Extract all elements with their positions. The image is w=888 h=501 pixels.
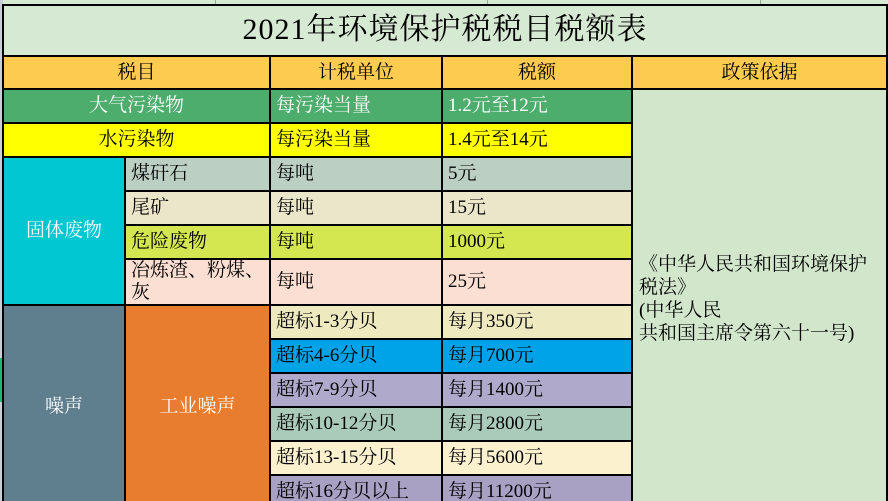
cell-tailings-unit[interactable]: 每吨 — [270, 191, 442, 225]
policy-line-1: 《中华人民共和国环境保护税法》 — [639, 253, 868, 298]
cell-db1-3-name[interactable]: 超标1-3分贝 — [270, 305, 442, 339]
cell-hazardous-unit[interactable]: 每吨 — [270, 225, 442, 259]
cell-db13-15-amount[interactable]: 每月5600元 — [442, 441, 632, 475]
cell-water-unit[interactable]: 每污染当量 — [270, 123, 442, 157]
header-tax-item[interactable]: 税目 — [3, 56, 270, 89]
cell-db4-6-name[interactable]: 超标4-6分贝 — [270, 339, 442, 373]
cell-coal-gangue-unit[interactable]: 每吨 — [270, 157, 442, 191]
cell-db1-3-amount[interactable]: 每月350元 — [442, 305, 632, 339]
table-header-row — [3, 56, 887, 89]
cell-slag-name[interactable]: 冶炼渣、粉煤、灰 — [125, 259, 270, 305]
cell-db13-15-name[interactable]: 超标13-15分贝 — [270, 441, 442, 475]
cell-air-name[interactable]: 大气污染物 — [3, 89, 270, 123]
policy-line-2: (中华人民 — [639, 299, 722, 321]
table-title-row — [3, 5, 887, 56]
cell-tailings-name[interactable]: 尾矿 — [125, 191, 270, 225]
header-tax-unit[interactable]: 计税单位 — [270, 56, 442, 89]
table-title-cell[interactable]: 2021年环境保护税税目税额表 — [3, 5, 887, 56]
cell-hazardous-amount[interactable]: 1000元 — [442, 225, 632, 259]
cell-water-name[interactable]: 水污染物 — [3, 123, 270, 157]
cell-policy-basis[interactable] — [632, 89, 887, 501]
cell-coal-gangue-name[interactable]: 煤矸石 — [125, 157, 270, 191]
cell-db16-amount[interactable]: 每月11200元 — [442, 475, 632, 501]
cell-tailings-amount[interactable]: 15元 — [442, 191, 632, 225]
cell-slag-amount[interactable]: 25元 — [442, 259, 632, 305]
cell-db7-9-amount[interactable]: 每月1400元 — [442, 373, 632, 407]
cell-db10-12-amount[interactable]: 每月2800元 — [442, 407, 632, 441]
cell-db7-9-name[interactable]: 超标7-9分贝 — [270, 373, 442, 407]
row-air-pollutants — [3, 89, 887, 123]
header-policy-basis[interactable]: 政策依据 — [632, 56, 887, 89]
cell-industrial-noise[interactable]: 工业噪声 — [125, 305, 270, 501]
cell-hazardous-name[interactable]: 危险废物 — [125, 225, 270, 259]
cell-coal-gangue-amount[interactable]: 5元 — [442, 157, 632, 191]
cell-db4-6-amount[interactable]: 每月700元 — [442, 339, 632, 373]
cell-air-unit[interactable]: 每污染当量 — [270, 89, 442, 123]
policy-line-3: 共和国主席令第六十一号) — [639, 322, 855, 344]
cell-db16-name[interactable]: 超标16分贝以上 — [270, 475, 442, 501]
cell-air-amount[interactable]: 1.2元至12元 — [442, 89, 632, 123]
tax-rate-table — [2, 4, 888, 501]
cell-water-amount[interactable]: 1.4元至14元 — [442, 123, 632, 157]
cell-db10-12-name[interactable]: 超标10-12分贝 — [270, 407, 442, 441]
cell-slag-unit[interactable]: 每吨 — [270, 259, 442, 305]
cell-noise-group[interactable]: 噪声 — [3, 305, 125, 501]
cell-solid-waste-group[interactable]: 固体废物 — [3, 157, 125, 305]
header-tax-amount[interactable]: 税额 — [442, 56, 632, 89]
